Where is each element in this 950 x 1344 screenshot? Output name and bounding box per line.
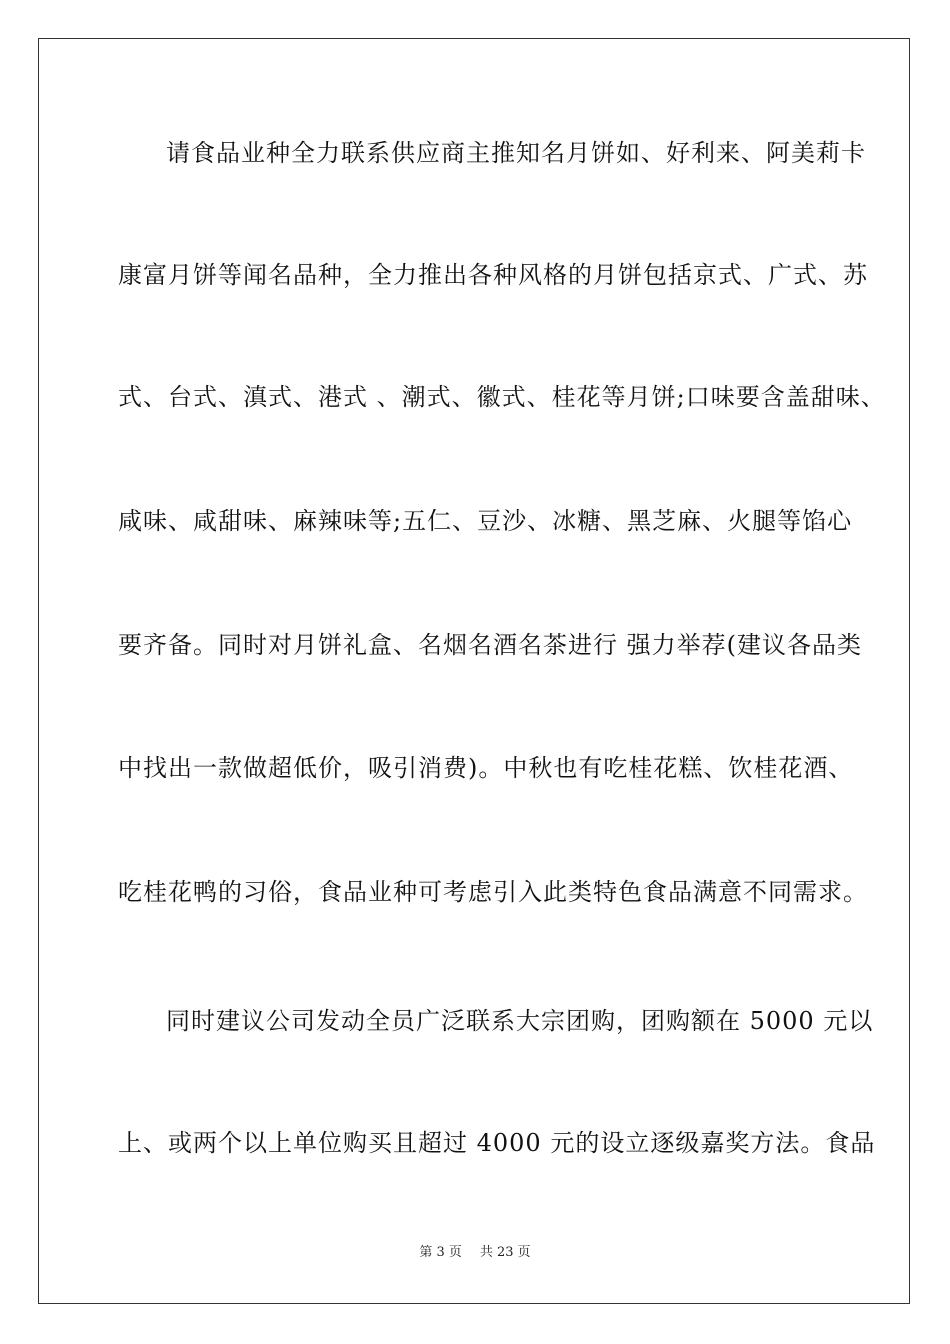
page-border <box>38 38 910 1304</box>
paragraph-line: 式、台式、滇式、港式 、潮式、徽式、桂花等月饼;口味要含盖甜味、 <box>118 383 886 411</box>
paragraph-line: 咸味、咸甜味、麻辣味等;五仁、豆沙、冰糖、黑芝麻、火腿等馅心 <box>118 507 853 535</box>
paragraph-line: 请食品业种全力联系供应商主推知名月饼如、好利来、阿美莉卡 <box>166 139 866 167</box>
total-pages: 共 23 页 <box>479 1245 531 1260</box>
page-number: 第 3 页 <box>419 1245 462 1260</box>
paragraph-line: 吃桂花鸭的习俗，食品业种可考虑引入此类特色食品满意不同需求。 <box>118 878 868 906</box>
paragraph-line: 中找出一款做超低价，吸引消费)。中秋也有吃桂花糕、饮桂花酒、 <box>118 754 854 782</box>
page-footer <box>0 1244 950 1262</box>
paragraph-line: 上、或两个以上单位购买且超过 4000 元的设立逐级嘉奖方法。食品 <box>118 1129 876 1157</box>
paragraph-line: 同时建议公司发动全员广泛联系大宗团购，团购额在 5000 元以 <box>166 1007 874 1035</box>
paragraph-line: 要齐备。同时对月饼礼盒、名烟名酒名茶进行 强力举荐(建议各品类 <box>118 631 862 659</box>
paragraph-line: 康富月饼等闻名品种，全力推出各种风格的月饼包括京式、广式、苏 <box>118 261 868 289</box>
